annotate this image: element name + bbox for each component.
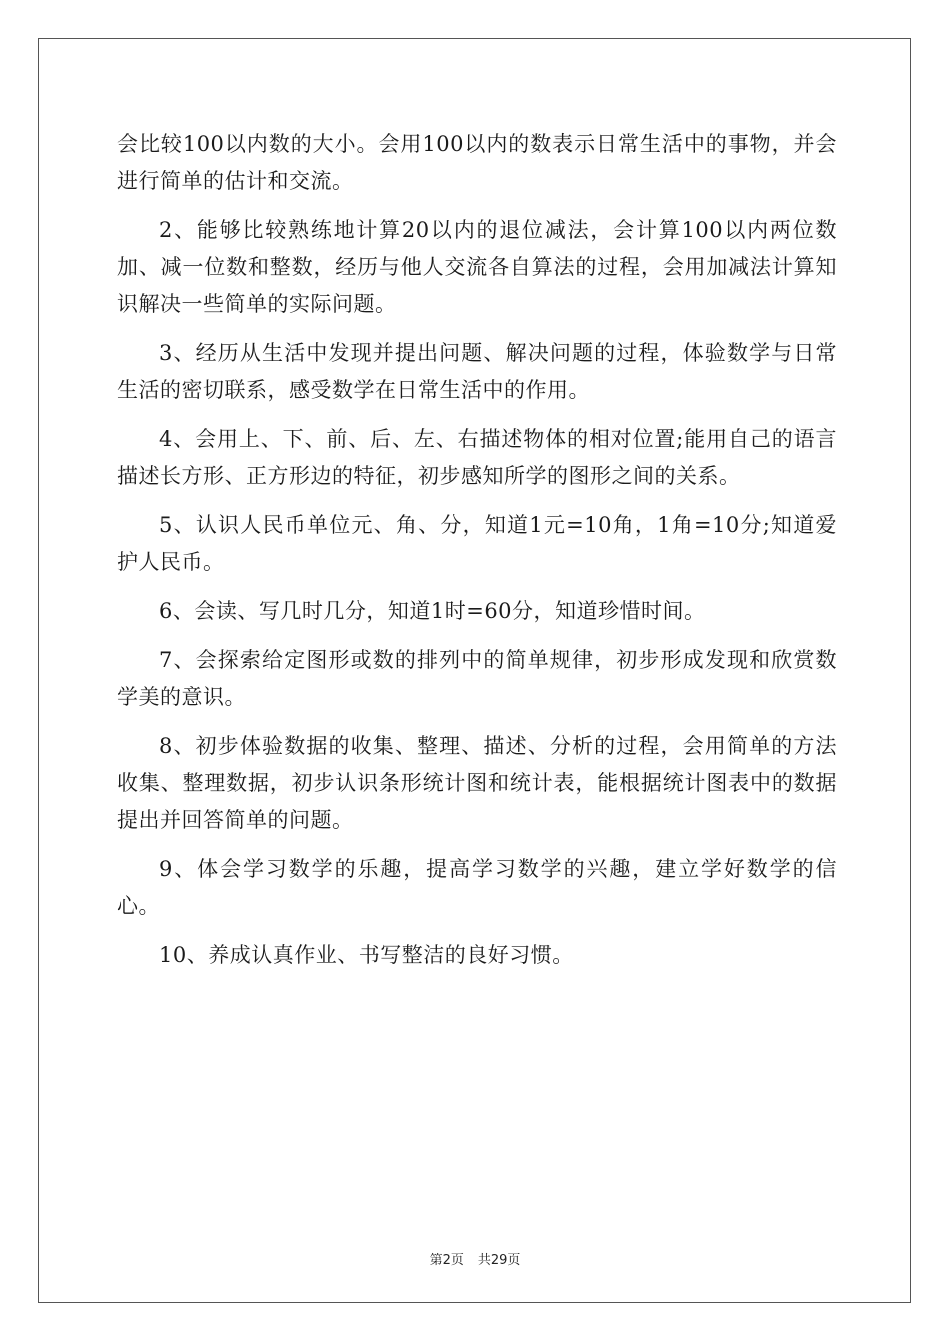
page-footer <box>0 1249 950 1268</box>
page-number-total: 共29页 <box>477 1253 521 1268</box>
page-number-current: 第2页 <box>429 1253 464 1268</box>
paragraph-item-8: 8、初步体验数据的收集、整理、描述、分析的过程，会用简单的方法收集、整理数据，初步认识条形统计图和统计表，能根据统计图表中的数据提出并回答简单的问题。 <box>117 734 837 832</box>
document-body <box>117 126 837 986</box>
paragraph-item-7: 7、会探索给定图形或数的排列中的简单规律，初步形成发现和欣赏数学美的意识。 <box>117 648 837 709</box>
paragraph-item-10: 10、养成认真作业、书写整洁的良好习惯。 <box>159 943 574 967</box>
paragraph-item-9: 9、体会学习数学的乐趣，提高学习数学的兴趣，建立学好数学的信心。 <box>117 857 837 918</box>
paragraph-item-3: 3、经历从生活中发现并提出问题、解决问题的过程，体验数学与日常生活的密切联系，感受数学在日常生活中的作用。 <box>117 341 837 402</box>
paragraph-item-2: 2、能够比较熟练地计算20以内的退位减法，会计算100以内两位数加、减一位数和整数，经历与他人交流各自算法的过程，会用加减法计算知识解决一些简单的实际问题。 <box>117 218 837 316</box>
paragraph-item-4: 4、会用上、下、前、后、左、右描述物体的相对位置;能用自己的语言描述长方形、正方形边的特征，初步感知所学的图形之间的关系。 <box>117 427 837 488</box>
paragraph-item-6: 6、会读、写几时几分，知道1时=60分，知道珍惜时间。 <box>159 599 706 623</box>
paragraph-item-5: 5、认识人民币单位元、角、分，知道1元=10角，1角=10分;知道爱护人民币。 <box>117 513 837 574</box>
paragraph-continuation: 会比较100以内数的大小。会用100以内的数表示日常生活中的事物，并会进行简单的估计和交流。 <box>117 132 837 193</box>
